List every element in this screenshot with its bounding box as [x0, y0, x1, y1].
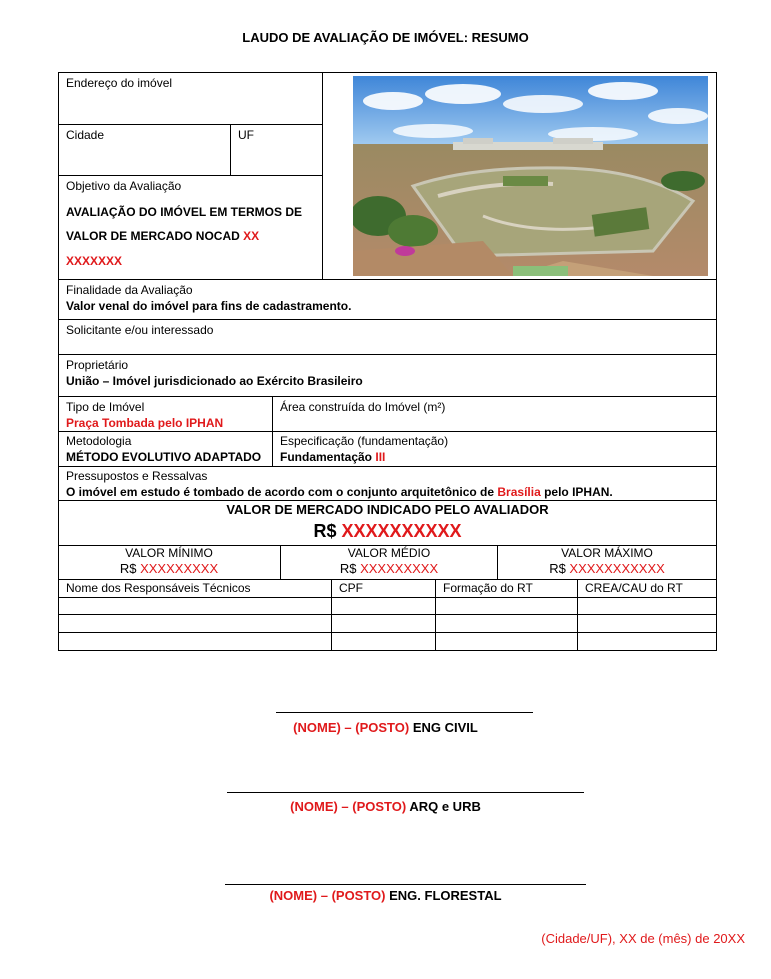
objetivo-label: Objetivo da Avaliação [66, 179, 182, 193]
row-divider [58, 431, 717, 432]
finalidade-label: Finalidade da Avaliação [66, 283, 193, 297]
objetivo-line2: VALOR DE MERCADO NOCAD XX [66, 229, 260, 243]
row-divider [58, 597, 717, 598]
signature-line [225, 884, 586, 885]
especificacao-label: Especificação (fundamentação) [280, 434, 449, 448]
metodologia-label: Metodologia [66, 434, 132, 448]
uf-label: UF [238, 128, 254, 142]
column-divider [331, 579, 332, 651]
valor-mercado-label: VALOR DE MERCADO INDICADO PELO AVALIADOR [226, 502, 549, 517]
valor-medio-label: VALOR MÉDIO [347, 546, 431, 560]
header-crea-cau: CREA/CAU do RT [585, 581, 683, 595]
objetivo-line3: XXXXXXX [66, 254, 123, 268]
local-data: (Cidade/UF), XX de (mês) de 20XX [541, 931, 745, 946]
valor-mercado-value: R$ XXXXXXXXXX [313, 521, 462, 541]
column-divider [577, 579, 578, 651]
valor-maximo-label: VALOR MÁXIMO [561, 546, 653, 560]
row-divider [58, 319, 717, 320]
cidade-label: Cidade [66, 128, 105, 142]
table-border-top [58, 72, 717, 73]
valor-medio-value: R$ XXXXXXXXX [339, 561, 439, 576]
row-divider [58, 279, 717, 280]
tipo-label: Tipo de Imóvel [66, 400, 145, 414]
valor-minimo-value: R$ XXXXXXXXX [119, 561, 219, 576]
valor-minimo-label: VALOR MÍNIMO [125, 546, 213, 560]
row-divider [58, 354, 717, 355]
signature-line [227, 792, 584, 793]
document-title: LAUDO DE AVALIAÇÃO DE IMÓVEL: RESUMO [242, 30, 529, 45]
row-divider [58, 175, 323, 176]
valor-maximo-value: R$ XXXXXXXXXXX [549, 561, 665, 576]
finalidade-value: Valor venal do imóvel para fins de cadastramento. [66, 299, 352, 313]
table-border-right [716, 72, 717, 651]
proprietario-label: Proprietário [66, 358, 129, 372]
signature-eng-civil: (NOME) – (POSTO) ENG CIVIL [293, 720, 478, 735]
solicitante-label: Solicitante e/ou interessado [66, 323, 214, 337]
row-divider [58, 500, 717, 501]
row-divider [58, 466, 717, 467]
table-border-bottom [58, 650, 717, 651]
pressupostos-value: O imóvel em estudo é tombado de acordo com o conjunto arquitetônico de Brasília pelo IPHAN. [66, 485, 613, 499]
header-cpf: CPF [339, 581, 363, 595]
row-divider [58, 632, 717, 633]
signature-line [276, 712, 533, 713]
uf-divider [230, 124, 231, 175]
tipo-value: Praça Tombada pelo IPHAN [66, 416, 224, 430]
row-divider [58, 579, 717, 580]
header-formacao: Formação do RT [443, 581, 533, 595]
row-divider [58, 396, 717, 397]
proprietario-value: União – Imóvel jurisdicionado ao Exército Brasileiro [66, 374, 363, 388]
metodologia-value: MÉTODO EVOLUTIVO ADAPTADO [66, 450, 262, 464]
row-divider [58, 124, 323, 125]
header-nome-rt: Nome dos Responsáveis Técnicos [66, 581, 251, 595]
pressupostos-label: Pressupostos e Ressalvas [66, 469, 208, 483]
signature-eng-florestal: (NOME) – (POSTO) ENG. FLORESTAL [269, 888, 502, 903]
row-divider [58, 614, 717, 615]
signature-arq-urb: (NOME) – (POSTO) ARQ e URB [290, 799, 481, 814]
column-divider [435, 579, 436, 651]
property-photo [353, 76, 708, 276]
especificacao-value: Fundamentação III [280, 450, 386, 464]
area-label: Área construída do Imóvel (m²) [280, 400, 446, 414]
objetivo-line1: AVALIAÇÃO DO IMÓVEL EM TERMOS DE [66, 205, 303, 219]
endereco-label: Endereço do imóvel [66, 76, 173, 90]
